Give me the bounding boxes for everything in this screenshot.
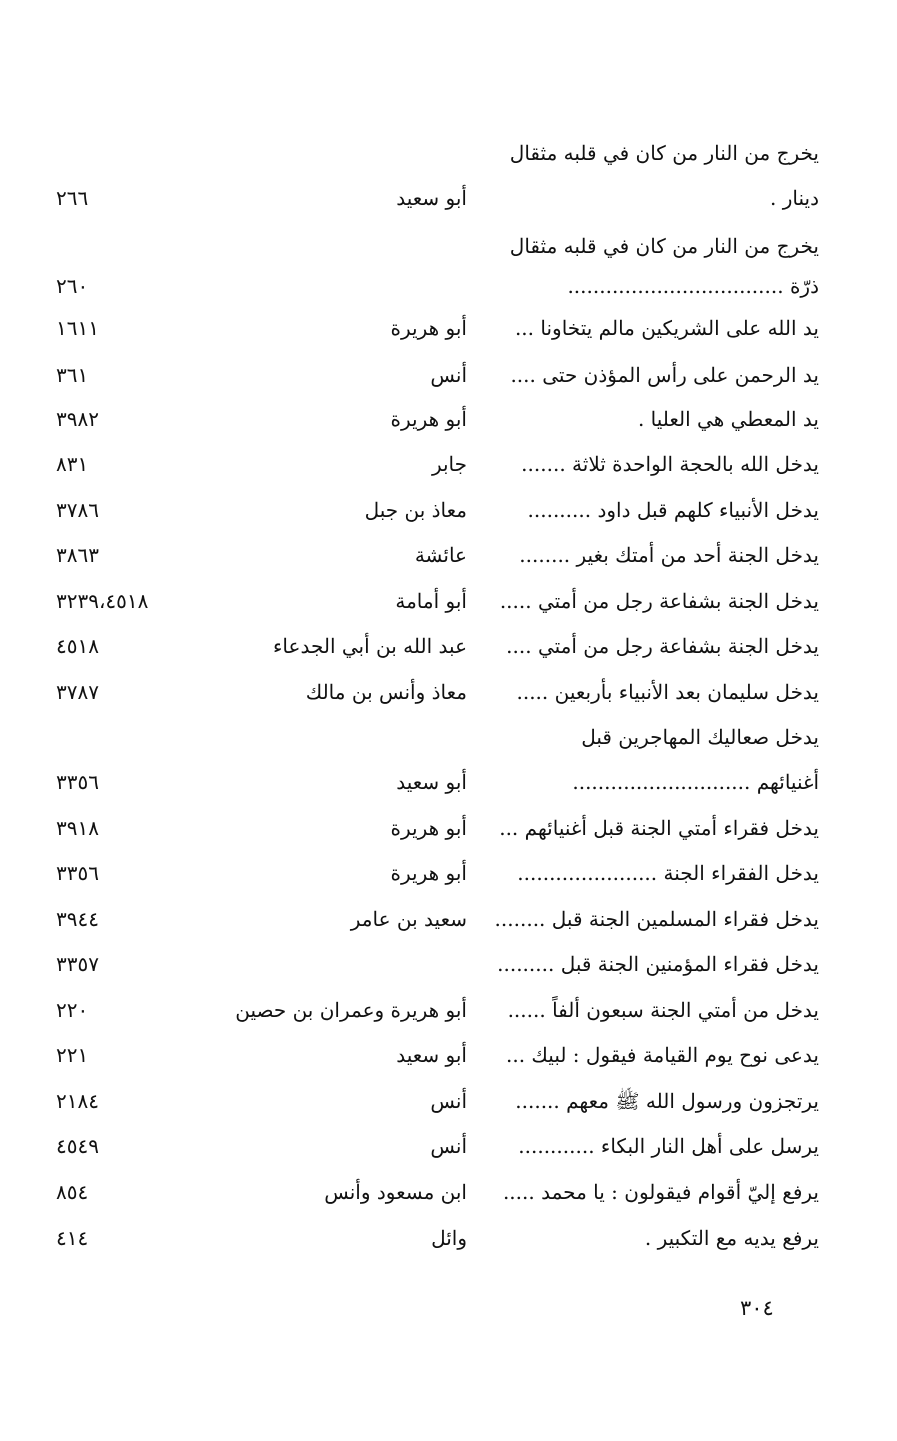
hadith-number: ٨٣١ (56, 452, 89, 476)
hadith-text: يدخل من أمتي الجنة سبعون ألفاً ...... (507, 998, 819, 1022)
hadith-text: يدخل الجنة بشفاعة رجل من أمتي .... (506, 634, 819, 658)
hadith-number: ٣٩١٨ (56, 816, 99, 840)
hadith-number: ٣٢٣٩،٤٥١٨ (56, 589, 149, 613)
hadith-number: ٤١٤ (56, 1226, 89, 1250)
hadith-number: ٣٨٦٣ (56, 543, 99, 567)
hadith-number: ٢٢٠ (56, 998, 89, 1022)
hadith-number: ٨٥٤ (56, 1180, 89, 1204)
hadith-number: ٣٣٥٦ (56, 861, 99, 885)
narrator (197, 266, 467, 306)
narrator: أبو سعيد (396, 1043, 467, 1067)
hadith-text: يدخل سليمان بعد الأنبياء بأربعين ..... (516, 680, 819, 704)
narrator: أبو أمامة (395, 589, 467, 613)
index-row (0, 133, 897, 173)
index-row (0, 1035, 897, 1075)
hadith-number: ٣٧٨٧ (56, 680, 99, 704)
index-row (0, 808, 897, 848)
index-row (0, 266, 897, 306)
hadith-text: يد المعطي هي العليا . (637, 407, 819, 431)
hadith-number: ٣٩٨٢ (56, 407, 99, 431)
index-row (0, 1126, 897, 1166)
narrator (197, 944, 467, 984)
hadith-text: يدخل فقراء أمتي الجنة قبل أغنيائهم ... (499, 816, 819, 840)
hadith-text: دينار . (770, 186, 819, 210)
hadith-text: يدعى نوح يوم القيامة فيقول : لبيك ... (506, 1043, 819, 1067)
index-row (0, 944, 897, 984)
hadith-number: ٣٣٥٦ (56, 770, 99, 794)
hadith-number: ٣٩٤٤ (56, 907, 99, 931)
hadith-number: ٢٦٦ (56, 186, 89, 210)
hadith-text: يدخل فقراء المسلمين الجنة قبل ........ (494, 907, 819, 931)
index-row (0, 762, 897, 802)
narrator: ابن مسعود وأنس (324, 1180, 467, 1204)
hadith-text: يدخل الأنبياء كلهم قبل داود .......... (527, 498, 819, 522)
index-row (0, 535, 897, 575)
hadith-number: ٣٦١ (56, 363, 89, 387)
index-row (0, 1218, 897, 1258)
page-number: ٣٠٤ (740, 1296, 774, 1320)
narrator (197, 133, 467, 173)
narrator (197, 226, 467, 266)
hadith-text: يخرج من النار من كان في قلبه مثقال (509, 141, 819, 165)
narrator: أبو هريرة (390, 816, 467, 840)
hadith-text: يدخل الفقراء الجنة ...................... (517, 861, 819, 885)
narrator: عبد الله بن أبي الجدعاء (273, 634, 467, 658)
index-row (0, 1081, 897, 1121)
index-row (0, 626, 897, 666)
narrator: سعيد بن عامر (350, 907, 467, 931)
narrator: أبو سعيد (396, 770, 467, 794)
hadith-text: يدخل صعاليك المهاجرين قبل (581, 725, 819, 749)
narrator: أنس (430, 1089, 467, 1113)
index-row (0, 581, 897, 621)
hadith-text: يدخل الجنة بشفاعة رجل من أمتي ..... (499, 589, 819, 613)
hadith-text: أغنيائهم ............................ (572, 770, 819, 794)
index-row (0, 355, 897, 395)
narrator: معاذ بن جبل (364, 498, 467, 522)
hadith-number: ٤٥١٨ (56, 634, 99, 658)
hadith-number: ٢٢١ (56, 1043, 89, 1067)
narrator: جابر (431, 452, 467, 476)
index-row (0, 899, 897, 939)
index-row (0, 308, 897, 348)
narrator: عائشة (414, 543, 467, 567)
hadith-text: يدخل الجنة أحد من أمتك بغير ........ (519, 543, 819, 567)
index-row (0, 444, 897, 484)
index-row (0, 717, 897, 757)
index-row (0, 990, 897, 1030)
narrator: أبو هريرة وعمران بن حصين (235, 998, 467, 1022)
narrator (197, 717, 467, 757)
narrator: أنس (430, 1134, 467, 1158)
hadith-number (56, 133, 216, 173)
narrator: أنس (430, 363, 467, 387)
hadith-text: يرسل على أهل النار البكاء ............ (518, 1134, 819, 1158)
hadith-number (56, 226, 216, 266)
index-row (0, 1172, 897, 1212)
index-row (0, 490, 897, 530)
hadith-text: يدخل الله بالحجة الواحدة ثلاثة ....... (521, 452, 819, 476)
hadith-number: ٢٦٠ (56, 274, 89, 298)
index-row (0, 178, 897, 218)
hadith-number (56, 717, 216, 757)
narrator: أبو هريرة (390, 316, 467, 340)
narrator: أبو هريرة (390, 407, 467, 431)
hadith-number: ٢١٨٤ (56, 1089, 99, 1113)
hadith-number: ٣٧٨٦ (56, 498, 99, 522)
hadith-text: يد الرحمن على رأس المؤذن حتى .... (510, 363, 819, 387)
hadith-number: ٤٥٤٩ (56, 1134, 99, 1158)
hadith-text: يرتجزون ورسول الله ﷺ معهم ....... (515, 1089, 819, 1113)
narrator: أبو هريرة (390, 861, 467, 885)
hadith-text: يخرج من النار من كان في قلبه مثقال (509, 234, 819, 258)
hadith-text: ذرّة .................................. (567, 274, 819, 298)
narrator: وائل (431, 1226, 467, 1250)
hadith-text: يرفع إليّ أقوام فيقولون : يا محمد ..... (502, 1180, 819, 1204)
index-row (0, 853, 897, 893)
hadith-text: يد الله على الشريكين مالم يتخاونا ... (514, 316, 819, 340)
index-row (0, 399, 897, 439)
hadith-number: ٣٣٥٧ (56, 952, 99, 976)
index-row (0, 672, 897, 712)
narrator: معاذ وأنس بن مالك (305, 680, 467, 704)
narrator: أبو سعيد (396, 186, 467, 210)
index-row (0, 226, 897, 266)
hadith-text: يدخل فقراء المؤمنين الجنة قبل ......... (497, 952, 819, 976)
hadith-number: ١٦١١ (56, 316, 99, 340)
hadith-text: يرفع يديه مع التكبير . (644, 1226, 819, 1250)
